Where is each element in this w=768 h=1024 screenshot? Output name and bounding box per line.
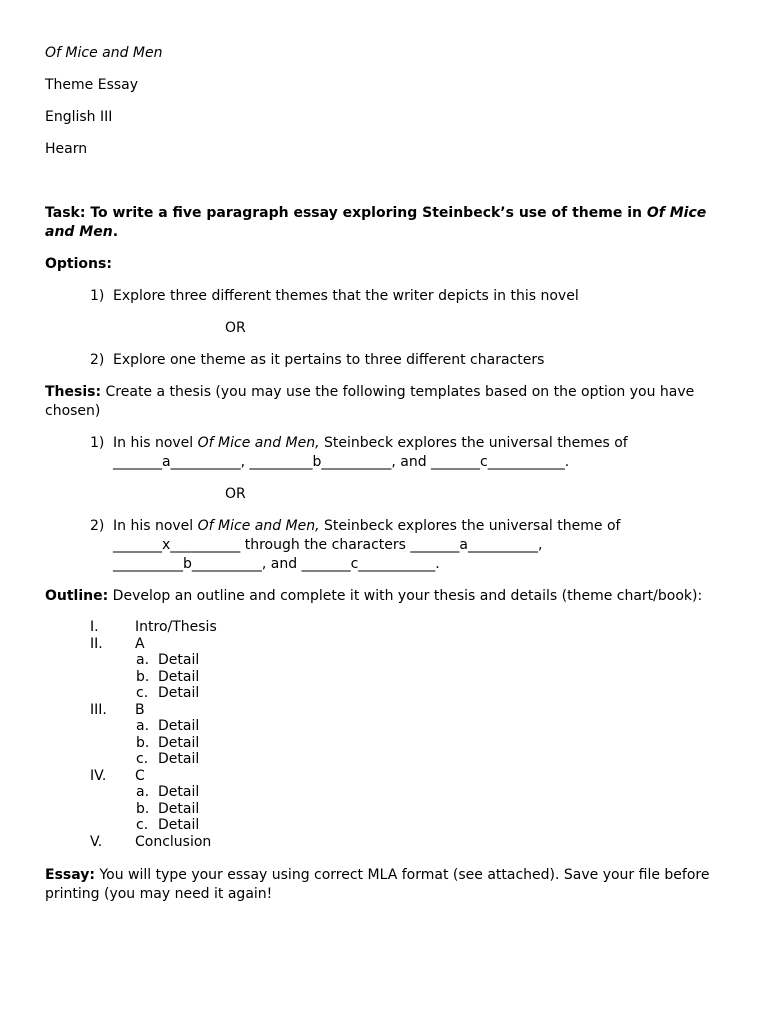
outline-row-text: Detail	[158, 652, 200, 668]
document-subtitle: Theme Essay	[45, 77, 139, 93]
outline-row-text: Detail	[158, 817, 200, 833]
teacher-name: Hearn	[45, 141, 88, 157]
thesis-template-2-rest: Steinbeck explores the universal theme of	[324, 518, 621, 534]
outline-row-number: c.	[136, 685, 149, 701]
essay-text: You will type your essay using correct MLA format (see attached). Save your file before	[99, 867, 710, 883]
task-label: Task:	[45, 205, 86, 221]
document-title: Of Mice and Men	[45, 45, 163, 61]
options-label: Options:	[45, 256, 112, 272]
task-line-1	[45, 204, 706, 223]
outline-row-text: Detail	[158, 718, 200, 734]
thesis-template-1-number: 1)	[90, 435, 105, 451]
outline-row-number: a.	[136, 652, 150, 668]
options-or: OR	[225, 320, 246, 336]
thesis-text: Create a thesis (you may use the following templates based on the option you have	[105, 384, 695, 400]
outline-text: Develop an outline and complete it with your thesis and details (theme chart/book):	[112, 588, 703, 604]
outline-row-text: Intro/Thesis	[135, 619, 217, 635]
thesis-line-1	[45, 383, 694, 402]
thesis-template-2-book: Of Mice and Men,	[197, 518, 320, 534]
outline-label: Outline:	[45, 588, 109, 604]
outline-row-number: b.	[136, 800, 150, 817]
thesis-template-2-pre: In his novel	[113, 518, 194, 534]
thesis-or: OR	[225, 486, 246, 502]
outline-row-text: C	[135, 767, 145, 784]
thesis-template-2-number: 2)	[90, 518, 105, 534]
outline-row-number: I.	[90, 619, 99, 635]
outline-row-text: Detail	[158, 800, 200, 817]
task-line-2	[45, 223, 118, 242]
thesis-template-1-line-2: _______a__________, _________b__________, and _______c___________.	[113, 454, 570, 470]
thesis-template-2-line-3: __________b__________, and _______c___________.	[113, 556, 440, 572]
outline-row-number: b.	[136, 668, 150, 685]
option-1-text: Explore three different themes that the writer depicts in this novel	[113, 288, 579, 304]
thesis-template-1-line-1	[113, 434, 628, 453]
task-book-title: Of Mice	[646, 205, 707, 221]
outline-row-number: IV.	[90, 767, 107, 784]
thesis-template-1-pre: In his novel	[113, 435, 194, 451]
thesis-label: Thesis:	[45, 384, 102, 400]
option-2-text: Explore one theme as it pertains to three different characters	[113, 352, 545, 368]
thesis-template-2-line-2: _______x__________ through the characters _______a__________,	[113, 537, 543, 553]
outline-row-text: B	[135, 701, 145, 718]
course-name: English III	[45, 109, 113, 125]
task-book-title-2: and Men	[45, 224, 113, 240]
outline-row-number: III.	[90, 701, 107, 718]
thesis-template-1-book: Of Mice and Men,	[197, 435, 320, 451]
outline-row-number: V.	[90, 833, 103, 850]
outline-row-number: c.	[136, 751, 149, 767]
task-period: .	[112, 224, 119, 240]
outline-row-number: b.	[136, 734, 150, 751]
option-2-number: 2)	[90, 352, 105, 368]
outline-row-text: Detail	[158, 685, 200, 701]
outline-row-text: Detail	[158, 751, 200, 767]
essay-line-1	[45, 866, 709, 885]
outline-row-text: Conclusion	[135, 833, 212, 850]
outline-intro	[45, 587, 702, 606]
outline-row-number: II.	[90, 635, 103, 652]
thesis-line-2: chosen)	[45, 403, 101, 419]
outline-row-text: A	[135, 635, 145, 652]
outline-row-text: Detail	[158, 734, 200, 751]
essay-label: Essay:	[45, 867, 95, 883]
thesis-template-1-rest: Steinbeck explores the universal themes of	[324, 435, 628, 451]
outline-row-text: Detail	[158, 668, 200, 685]
option-1-number: 1)	[90, 288, 105, 304]
essay-line-2: printing (you may need it again!	[45, 886, 273, 902]
outline-row-number: c.	[136, 817, 149, 833]
outline-row-number: a.	[136, 784, 150, 800]
thesis-template-2-line-1	[113, 517, 620, 536]
task-text: To write a five paragraph essay exploring Steinbeck’s use of theme in	[90, 205, 642, 221]
outline-row-text: Detail	[158, 784, 200, 800]
outline-row-number: a.	[136, 718, 150, 734]
